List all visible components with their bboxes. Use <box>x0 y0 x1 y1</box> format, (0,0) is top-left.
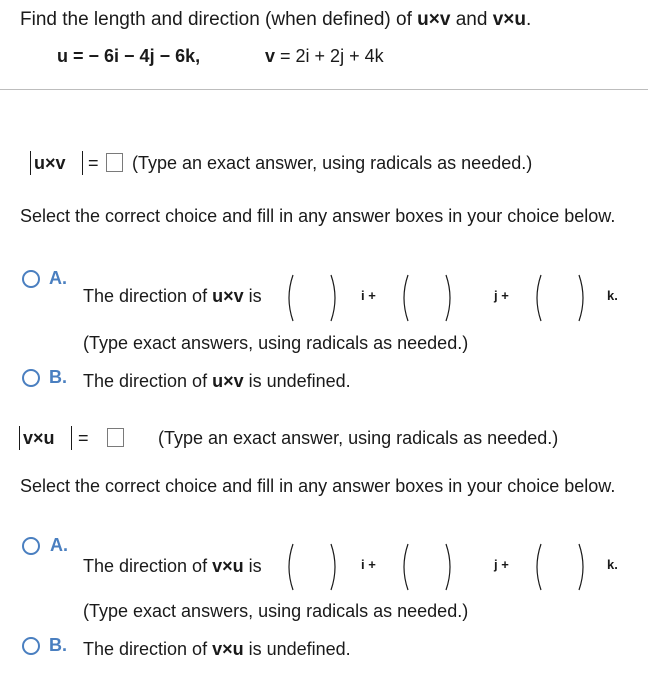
uxv-magnitude-input[interactable] <box>106 153 123 172</box>
divider <box>0 89 648 90</box>
k-unit-1: k. <box>607 288 618 303</box>
choice-b-radio-1[interactable] <box>22 369 40 387</box>
uxv-magnitude-label: u×v <box>34 153 66 173</box>
j-component-input-1[interactable] <box>398 273 458 323</box>
abs-bar-right-2 <box>71 426 72 450</box>
u-equation: = − 6i − 4j − 6k, <box>68 46 201 66</box>
select-instruction-2: Select the correct choice and fill in any answer boxes in your choice below. <box>20 476 616 496</box>
select-instruction-1: Select the correct choice and fill in any answer boxes in your choice below. <box>20 206 616 226</box>
u-label: u <box>57 46 68 66</box>
choice-a-radio-2[interactable] <box>22 537 40 555</box>
choice-b-letter-1: B. <box>49 367 67 387</box>
choice-b-letter-2: B. <box>49 635 67 655</box>
v-vector-definition <box>265 46 384 67</box>
choice-a-hint-2: (Type exact answers, using radicals as needed.) <box>83 601 469 621</box>
choice-b-radio-2[interactable] <box>22 637 40 655</box>
choice-a-radio-1[interactable] <box>22 270 40 288</box>
vxu-magnitude-label: v×u <box>23 428 55 448</box>
k-unit-2: k. <box>607 557 618 572</box>
abs-bar-left-2 <box>19 426 20 450</box>
vxu-magnitude-input[interactable] <box>107 428 124 447</box>
choice-a-hint-1: (Type exact answers, using radicals as needed.) <box>83 333 469 353</box>
prompt-text: Find the length and direction (when defined) of <box>20 9 418 30</box>
v-equation: = 2i + 2j + 4k <box>275 46 384 66</box>
uxv-magnitude-hint: (Type an exact answer, using radicals as needed.) <box>132 153 533 173</box>
choice-a-text-1: The direction of u×v is <box>83 286 262 306</box>
u-vector-definition <box>57 46 200 67</box>
k-component-input-1[interactable] <box>531 273 591 323</box>
v-label: v <box>265 46 276 66</box>
prompt-period: . <box>525 9 532 30</box>
choice-b-text-2: The direction of v×u is undefined. <box>83 639 351 659</box>
i-component-input-2[interactable] <box>283 542 343 592</box>
abs-bar-left <box>30 151 31 175</box>
equals-sign-2: = <box>78 428 89 448</box>
prompt-and: and <box>450 9 493 30</box>
equals-sign: = <box>88 153 99 173</box>
prompt-uxv: u×v <box>417 9 451 30</box>
choice-a-text-2: The direction of v×u is <box>83 556 262 576</box>
j-component-input-2[interactable] <box>398 542 458 592</box>
k-component-input-2[interactable] <box>531 542 591 592</box>
abs-bar-right <box>82 151 83 175</box>
prompt-vxu: v×u <box>492 9 526 30</box>
i-component-input-1[interactable] <box>283 273 343 323</box>
question-prompt <box>20 9 531 31</box>
choice-b-text-1: The direction of u×v is undefined. <box>83 371 351 391</box>
i-unit-1: i + <box>361 288 376 303</box>
choice-a-letter-1: A. <box>49 268 67 288</box>
j-unit-1: j + <box>494 288 509 303</box>
vxu-magnitude-hint: (Type an exact answer, using radicals as needed.) <box>158 428 559 448</box>
i-unit-2: i + <box>361 557 376 572</box>
j-unit-2: j + <box>494 557 509 572</box>
choice-a-letter-2: A. <box>50 535 68 555</box>
